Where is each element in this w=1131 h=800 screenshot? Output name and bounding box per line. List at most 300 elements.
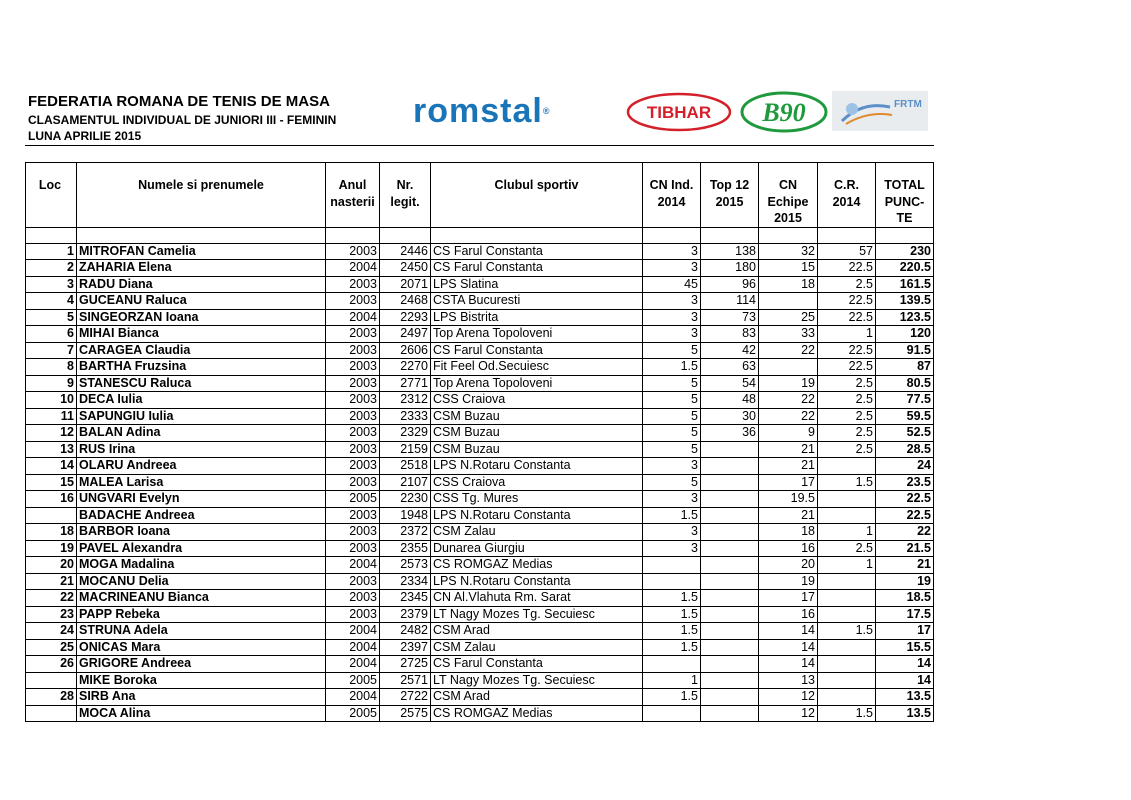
cell-cr: 57: [818, 243, 876, 260]
cell-club: CS Farul Constanta: [431, 260, 643, 277]
col-header-cn-echipe: CN Echipe 2015: [759, 163, 818, 228]
table-row: [26, 606, 934, 623]
cell-loc: 13: [26, 441, 77, 458]
cell-club: CSM Zalau: [431, 639, 643, 656]
cell-cr: 2.5: [818, 375, 876, 392]
table-row: [26, 557, 934, 574]
cell-year: 2003: [326, 243, 380, 260]
cell-loc: 28: [26, 689, 77, 706]
cell-name: UNGVARI Evelyn: [77, 491, 326, 508]
cell-legit: 2571: [380, 672, 431, 689]
cell-loc: 23: [26, 606, 77, 623]
cell-top12: [701, 474, 759, 491]
b90-logo-text: B90: [762, 98, 806, 127]
cell-name: GRIGORE Andreea: [77, 656, 326, 673]
cell-cn-ind: 5: [643, 408, 701, 425]
col-header-total: TOTAL PUNC-TE: [876, 163, 934, 228]
cell-cn-ind: 1.5: [643, 359, 701, 376]
cell-legit: 2333: [380, 408, 431, 425]
cell-club: CSM Buzau: [431, 425, 643, 442]
cell-loc: [26, 507, 77, 524]
registered-mark: ®: [542, 106, 550, 116]
cell-name: RADU Diana: [77, 276, 326, 293]
cell-name: MOCANU Delia: [77, 573, 326, 590]
cell-name: CARAGEA Claudia: [77, 342, 326, 359]
cell-legit: 2482: [380, 623, 431, 640]
cell-total: 15.5: [876, 639, 934, 656]
cell-total: 87: [876, 359, 934, 376]
cell-total: 14: [876, 672, 934, 689]
cell-club: CS Farul Constanta: [431, 656, 643, 673]
cell-club: CSM Arad: [431, 689, 643, 706]
cell-year: 2004: [326, 309, 380, 326]
cell-total: 19: [876, 573, 934, 590]
cell-year: 2003: [326, 540, 380, 557]
cell-year: 2003: [326, 359, 380, 376]
cell-club: CSS Craiova: [431, 392, 643, 409]
cell-cn-echipe: 14: [759, 623, 818, 640]
table-row: [26, 326, 934, 343]
cell-club: Top Arena Topoloveni: [431, 326, 643, 343]
cell-loc: 22: [26, 590, 77, 607]
table-row: [26, 342, 934, 359]
cell-cn-ind: 1.5: [643, 639, 701, 656]
cell-legit: 2725: [380, 656, 431, 673]
cell-cr: [818, 507, 876, 524]
cell-top12: [701, 656, 759, 673]
col-header-cr: C.R. 2014: [818, 163, 876, 228]
cell-club: CS ROMGAZ Medias: [431, 705, 643, 722]
cell-loc: [26, 672, 77, 689]
cell-loc: [26, 705, 77, 722]
cell-cr: [818, 639, 876, 656]
cell-legit: 2345: [380, 590, 431, 607]
cell-cn-echipe: 22: [759, 408, 818, 425]
ranking-table: [25, 162, 934, 722]
cell-top12: [701, 507, 759, 524]
cell-total: 22: [876, 524, 934, 541]
cell-cn-echipe: 25: [759, 309, 818, 326]
cell-club: CSM Zalau: [431, 524, 643, 541]
cell-top12: 83: [701, 326, 759, 343]
cell-cn-echipe: 21: [759, 441, 818, 458]
col-header-year: Anul nasterii: [326, 163, 380, 228]
cell-cn-ind: 5: [643, 474, 701, 491]
cell-cr: 22.5: [818, 293, 876, 310]
cell-total: 91.5: [876, 342, 934, 359]
cell-top12: [701, 557, 759, 574]
cell-cr: [818, 458, 876, 475]
table-row: [26, 408, 934, 425]
cell-legit: 2107: [380, 474, 431, 491]
cell-name: ONICAS Mara: [77, 639, 326, 656]
cell-club: Fit Feel Od.Secuiesc: [431, 359, 643, 376]
cell-cn-echipe: 12: [759, 705, 818, 722]
cell-cn-ind: 3: [643, 309, 701, 326]
cell-year: 2005: [326, 705, 380, 722]
cell-cn-echipe: 17: [759, 474, 818, 491]
cell-top12: [701, 606, 759, 623]
cell-year: 2003: [326, 276, 380, 293]
document-title: FEDERATIA ROMANA DE TENIS DE MASA: [28, 93, 330, 110]
cell-name: SAPUNGIU Iulia: [77, 408, 326, 425]
cell-name: MOCA Alina: [77, 705, 326, 722]
cell-cn-echipe: 18: [759, 276, 818, 293]
cell-total: 139.5: [876, 293, 934, 310]
cell-cr: [818, 590, 876, 607]
cell-loc: 12: [26, 425, 77, 442]
cell-year: 2003: [326, 293, 380, 310]
cell-total: 77.5: [876, 392, 934, 409]
cell-club: Top Arena Topoloveni: [431, 375, 643, 392]
cell-total: 18.5: [876, 590, 934, 607]
cell-cr: 22.5: [818, 342, 876, 359]
cell-cn-echipe: 21: [759, 507, 818, 524]
cell-cn-ind: [643, 557, 701, 574]
cell-cn-ind: [643, 656, 701, 673]
cell-club: CS ROMGAZ Medias: [431, 557, 643, 574]
cell-cr: 2.5: [818, 392, 876, 409]
cell-year: 2004: [326, 623, 380, 640]
table-row: [26, 375, 934, 392]
cell-cn-ind: 5: [643, 392, 701, 409]
cell-cr: [818, 672, 876, 689]
cell-top12: [701, 540, 759, 557]
cell-cr: 22.5: [818, 260, 876, 277]
cell-club: LPS N.Rotaru Constanta: [431, 573, 643, 590]
cell-cn-echipe: 15: [759, 260, 818, 277]
cell-legit: 2372: [380, 524, 431, 541]
cell-legit: 2497: [380, 326, 431, 343]
cell-total: 22.5: [876, 491, 934, 508]
cell-top12: [701, 672, 759, 689]
cell-legit: 2518: [380, 458, 431, 475]
cell-name: MIHAI Bianca: [77, 326, 326, 343]
cell-club: CSS Tg. Mures: [431, 491, 643, 508]
cell-loc: 18: [26, 524, 77, 541]
cell-club: LPS N.Rotaru Constanta: [431, 507, 643, 524]
cell-cn-echipe: 14: [759, 656, 818, 673]
cell-cr: 1.5: [818, 623, 876, 640]
cell-cn-ind: 3: [643, 293, 701, 310]
cell-total: 59.5: [876, 408, 934, 425]
cell-cn-echipe: 19: [759, 375, 818, 392]
cell-cn-ind: 5: [643, 375, 701, 392]
cell-legit: 2293: [380, 309, 431, 326]
cell-cr: 22.5: [818, 309, 876, 326]
table-row: [26, 491, 934, 508]
cell-total: 21: [876, 557, 934, 574]
cell-year: 2003: [326, 507, 380, 524]
cell-cn-ind: [643, 573, 701, 590]
table-row: [26, 672, 934, 689]
cell-legit: 2446: [380, 243, 431, 260]
cell-top12: 36: [701, 425, 759, 442]
cell-total: 23.5: [876, 474, 934, 491]
cell-name: BALAN Adina: [77, 425, 326, 442]
cell-cr: 2.5: [818, 408, 876, 425]
cell-top12: 48: [701, 392, 759, 409]
header-divider: [25, 145, 934, 146]
cell-loc: 4: [26, 293, 77, 310]
cell-legit: 2573: [380, 557, 431, 574]
cell-cn-ind: 1.5: [643, 507, 701, 524]
cell-loc: 9: [26, 375, 77, 392]
cell-top12: [701, 590, 759, 607]
cell-name: OLARU Andreea: [77, 458, 326, 475]
col-header-loc: Loc: [26, 163, 77, 228]
cell-legit: 2334: [380, 573, 431, 590]
cell-year: 2003: [326, 524, 380, 541]
cell-club: CSTA Bucuresti: [431, 293, 643, 310]
cell-year: 2004: [326, 689, 380, 706]
cell-loc: 7: [26, 342, 77, 359]
cell-club: LPS N.Rotaru Constanta: [431, 458, 643, 475]
table-row: [26, 639, 934, 656]
cell-club: CSM Arad: [431, 623, 643, 640]
cell-total: 80.5: [876, 375, 934, 392]
cell-cn-ind: 3: [643, 260, 701, 277]
cell-cn-ind: 3: [643, 458, 701, 475]
cell-name: MOGA Madalina: [77, 557, 326, 574]
cell-loc: 26: [26, 656, 77, 673]
cell-cn-ind: 5: [643, 425, 701, 442]
cell-club: CSS Craiova: [431, 474, 643, 491]
cell-top12: 138: [701, 243, 759, 260]
col-header-legit: Nr. legit.: [380, 163, 431, 228]
cell-legit: 2575: [380, 705, 431, 722]
cell-total: 120: [876, 326, 934, 343]
cell-cn-ind: 1.5: [643, 590, 701, 607]
cell-total: 123.5: [876, 309, 934, 326]
cell-cn-echipe: 17: [759, 590, 818, 607]
romstal-logo-text: romstal: [413, 92, 543, 130]
cell-cn-echipe: 22: [759, 342, 818, 359]
cell-cr: 1: [818, 326, 876, 343]
cell-name: MALEA Larisa: [77, 474, 326, 491]
cell-legit: 2071: [380, 276, 431, 293]
cell-loc: 8: [26, 359, 77, 376]
cell-loc: 3: [26, 276, 77, 293]
cell-top12: 63: [701, 359, 759, 376]
cell-year: 2003: [326, 441, 380, 458]
table-row: [26, 243, 934, 260]
cell-name: MACRINEANU Bianca: [77, 590, 326, 607]
table-row: [26, 293, 934, 310]
cell-cn-ind: 1.5: [643, 606, 701, 623]
cell-loc: 20: [26, 557, 77, 574]
cell-top12: [701, 573, 759, 590]
cell-loc: 21: [26, 573, 77, 590]
cell-top12: [701, 441, 759, 458]
cell-cr: [818, 606, 876, 623]
table-row: [26, 705, 934, 722]
cell-year: 2003: [326, 606, 380, 623]
cell-cn-echipe: 32: [759, 243, 818, 260]
cell-club: CN Al.Vlahuta Rm. Sarat: [431, 590, 643, 607]
cell-top12: [701, 491, 759, 508]
cell-cn-echipe: [759, 359, 818, 376]
cell-club: CS Farul Constanta: [431, 342, 643, 359]
col-header-name: Numele si prenumele: [77, 163, 326, 228]
cell-loc: 19: [26, 540, 77, 557]
cell-club: CSM Buzau: [431, 408, 643, 425]
spacer-row: [26, 227, 934, 243]
cell-top12: 54: [701, 375, 759, 392]
frtm-logo: [832, 91, 928, 131]
cell-total: 17.5: [876, 606, 934, 623]
table-row: [26, 573, 934, 590]
cell-cr: 1: [818, 524, 876, 541]
cell-club: Dunarea Giurgiu: [431, 540, 643, 557]
cell-name: SINGEORZAN Ioana: [77, 309, 326, 326]
cell-cr: [818, 491, 876, 508]
cell-loc: 24: [26, 623, 77, 640]
cell-legit: 2722: [380, 689, 431, 706]
cell-name: DECA Iulia: [77, 392, 326, 409]
cell-total: 14: [876, 656, 934, 673]
cell-legit: 2312: [380, 392, 431, 409]
table-row: [26, 623, 934, 640]
cell-total: 13.5: [876, 689, 934, 706]
table-row: [26, 359, 934, 376]
cell-loc: 5: [26, 309, 77, 326]
col-header-club: Clubul sportiv: [431, 163, 643, 228]
cell-top12: 42: [701, 342, 759, 359]
cell-loc: 6: [26, 326, 77, 343]
cell-name: ZAHARIA Elena: [77, 260, 326, 277]
col-header-cn-ind: CN Ind. 2014: [643, 163, 701, 228]
cell-total: 52.5: [876, 425, 934, 442]
cell-club: LT Nagy Mozes Tg. Secuiesc: [431, 606, 643, 623]
cell-cr: 1.5: [818, 705, 876, 722]
cell-year: 2003: [326, 342, 380, 359]
cell-cn-ind: [643, 705, 701, 722]
cell-cn-echipe: 14: [759, 639, 818, 656]
cell-name: MIKE Boroka: [77, 672, 326, 689]
cell-legit: 2379: [380, 606, 431, 623]
cell-legit: 2329: [380, 425, 431, 442]
cell-club: LT Nagy Mozes Tg. Secuiesc: [431, 672, 643, 689]
cell-cn-echipe: 16: [759, 606, 818, 623]
cell-name: BADACHE Andreea: [77, 507, 326, 524]
cell-name: PAVEL Alexandra: [77, 540, 326, 557]
cell-legit: 2771: [380, 375, 431, 392]
cell-year: 2003: [326, 326, 380, 343]
table-row: [26, 260, 934, 277]
cell-cn-ind: 3: [643, 326, 701, 343]
cell-cn-echipe: 22: [759, 392, 818, 409]
cell-cn-ind: 3: [643, 243, 701, 260]
cell-top12: [701, 689, 759, 706]
cell-legit: 2450: [380, 260, 431, 277]
cell-year: 2003: [326, 408, 380, 425]
cell-club: CS Farul Constanta: [431, 243, 643, 260]
cell-year: 2005: [326, 491, 380, 508]
cell-year: 2005: [326, 672, 380, 689]
cell-total: 28.5: [876, 441, 934, 458]
cell-cn-ind: 1.5: [643, 623, 701, 640]
cell-cn-echipe: 21: [759, 458, 818, 475]
cell-year: 2003: [326, 425, 380, 442]
cell-top12: [701, 458, 759, 475]
cell-cn-echipe: 9: [759, 425, 818, 442]
table-row: [26, 590, 934, 607]
table-row: [26, 524, 934, 541]
cell-top12: 114: [701, 293, 759, 310]
cell-cn-echipe: 18: [759, 524, 818, 541]
cell-loc: 25: [26, 639, 77, 656]
cell-year: 2003: [326, 590, 380, 607]
cell-top12: 96: [701, 276, 759, 293]
cell-year: 2004: [326, 557, 380, 574]
cell-total: 21.5: [876, 540, 934, 557]
cell-cr: 1.5: [818, 474, 876, 491]
cell-loc: 11: [26, 408, 77, 425]
table-row: [26, 656, 934, 673]
frtm-logo-text: FRTM: [894, 99, 922, 110]
cell-cr: [818, 689, 876, 706]
tibhar-logo: [626, 92, 732, 132]
cell-loc: 1: [26, 243, 77, 260]
cell-loc: 15: [26, 474, 77, 491]
cell-cr: 2.5: [818, 540, 876, 557]
table-header-row: [26, 163, 934, 228]
cell-name: PAPP Rebeka: [77, 606, 326, 623]
tibhar-logo-text: TIBHAR: [646, 103, 712, 122]
table-row: [26, 540, 934, 557]
cell-cn-echipe: 20: [759, 557, 818, 574]
table-row: [26, 458, 934, 475]
cell-name: BARTHA Fruzsina: [77, 359, 326, 376]
cell-total: 230: [876, 243, 934, 260]
cell-cn-echipe: 33: [759, 326, 818, 343]
cell-legit: 2159: [380, 441, 431, 458]
cell-top12: 30: [701, 408, 759, 425]
cell-year: 2003: [326, 573, 380, 590]
col-header-top12: Top 12 2015: [701, 163, 759, 228]
cell-cn-echipe: 19: [759, 573, 818, 590]
cell-cn-ind: 5: [643, 342, 701, 359]
cell-top12: 73: [701, 309, 759, 326]
cell-year: 2004: [326, 656, 380, 673]
cell-total: 24: [876, 458, 934, 475]
cell-year: 2003: [326, 375, 380, 392]
cell-loc: 14: [26, 458, 77, 475]
cell-legit: 2606: [380, 342, 431, 359]
cell-total: 17: [876, 623, 934, 640]
cell-top12: 180: [701, 260, 759, 277]
cell-cr: 2.5: [818, 425, 876, 442]
cell-cn-echipe: 12: [759, 689, 818, 706]
cell-year: 2004: [326, 260, 380, 277]
cell-top12: [701, 623, 759, 640]
cell-year: 2003: [326, 392, 380, 409]
cell-loc: 10: [26, 392, 77, 409]
cell-top12: [701, 705, 759, 722]
cell-total: 220.5: [876, 260, 934, 277]
cell-legit: 2468: [380, 293, 431, 310]
cell-year: 2003: [326, 474, 380, 491]
romstal-logo: [413, 94, 549, 128]
cell-cn-ind: 1.5: [643, 689, 701, 706]
cell-cn-echipe: 16: [759, 540, 818, 557]
cell-name: STRUNA Adela: [77, 623, 326, 640]
cell-total: 161.5: [876, 276, 934, 293]
table-row: [26, 309, 934, 326]
cell-cn-echipe: [759, 293, 818, 310]
cell-club: CSM Buzau: [431, 441, 643, 458]
